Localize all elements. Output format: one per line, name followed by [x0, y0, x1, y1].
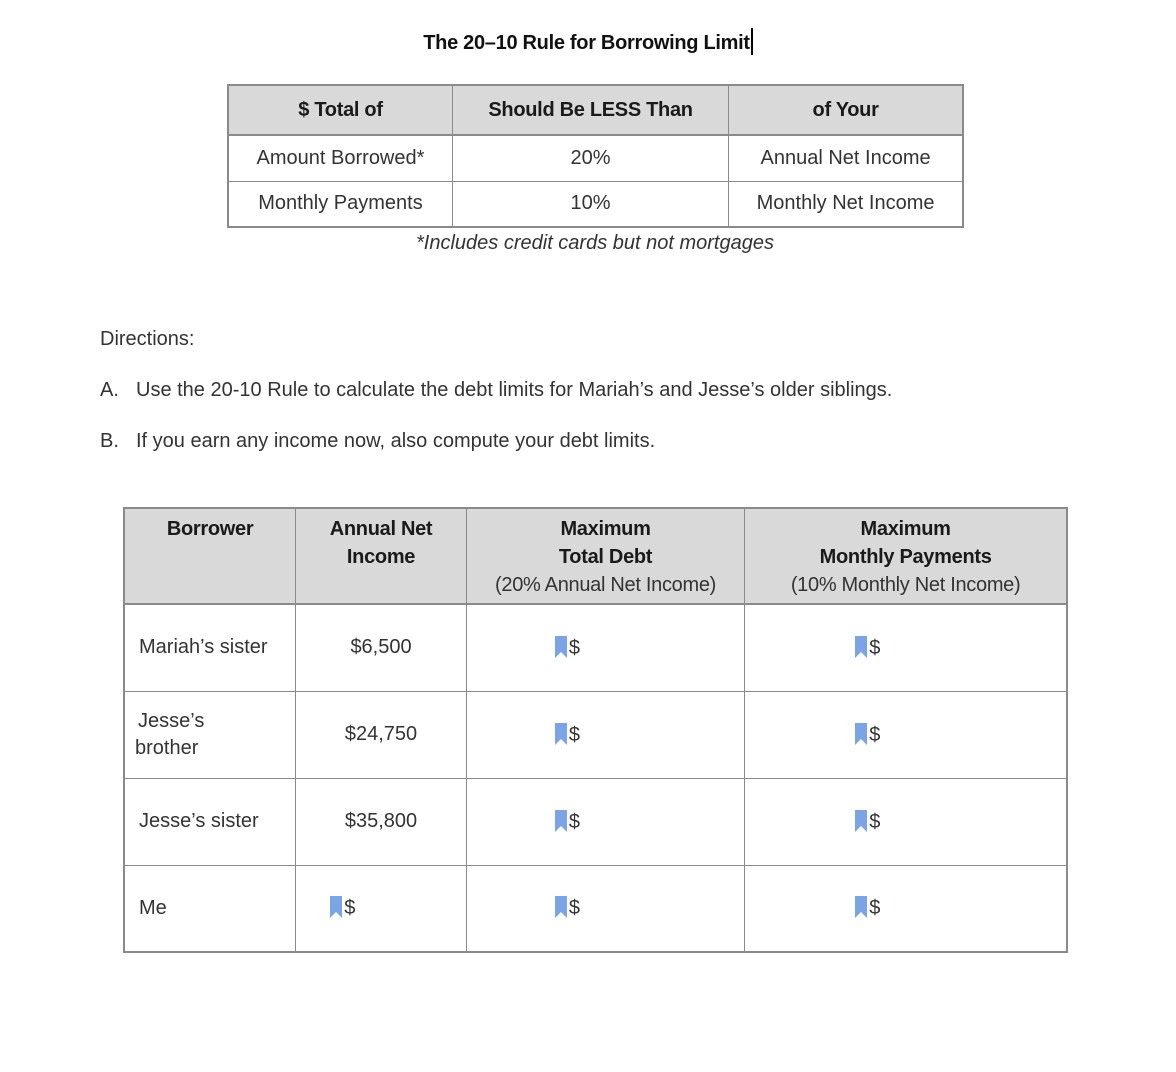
income-cell[interactable] — [296, 865, 467, 952]
directions-heading: Directions: — [100, 328, 195, 350]
header-borrower-label: Borrower — [166, 518, 254, 540]
header-maximum-total-debt — [466, 508, 744, 604]
total-debt-cell[interactable] — [466, 604, 744, 691]
table-row — [124, 691, 1067, 778]
monthly-payment-value: $ — [869, 636, 881, 659]
direction-letter: A. — [100, 379, 119, 401]
rule-header-total-of: $ Total of — [228, 85, 452, 135]
bookmark-icon[interactable] — [855, 636, 867, 658]
bookmark-icon[interactable] — [555, 896, 567, 918]
header-income-line2: Income — [346, 546, 416, 568]
header-monthly-line3: (10% Monthly Net Income) — [790, 574, 1021, 596]
direction-text: If you earn any income now, also compute your debt limits. — [136, 430, 656, 452]
direction-letter: B. — [100, 430, 119, 452]
monthly-payment-value: $ — [869, 723, 881, 746]
rule-cell[interactable]: Amount Borrowed* — [228, 135, 452, 181]
footnote: *Includes credit cards but not mortgages — [416, 232, 774, 254]
rule-table-row — [228, 181, 963, 227]
header-monthly-line1: Maximum — [860, 518, 951, 540]
table-row — [124, 778, 1067, 865]
monthly-payment-cell[interactable] — [745, 604, 1067, 691]
header-annual-net-income — [296, 508, 467, 604]
rule-header-of-your: of Your — [729, 85, 963, 135]
bookmark-icon[interactable] — [330, 896, 342, 918]
monthly-payment-value: $ — [869, 897, 881, 920]
header-total-line1: Maximum — [560, 518, 651, 540]
bookmark-icon[interactable] — [855, 723, 867, 745]
header-monthly-line2: Monthly Payments — [819, 546, 992, 568]
total-debt-cell[interactable] — [466, 778, 744, 865]
bookmark-icon[interactable] — [855, 810, 867, 832]
borrower-line1: Jesse’s — [138, 709, 205, 732]
debt-limit-table — [123, 507, 1068, 953]
direction-text: Use the 20-10 Rule to calculate the debt limits for Mariah’s and Jesse’s older siblings. — [136, 379, 893, 401]
rule-cell[interactable]: Monthly Payments — [228, 181, 452, 227]
borrower-cell[interactable]: Jesse’s sister — [124, 778, 296, 865]
income-cell[interactable]: $6,500 — [296, 604, 467, 691]
borrower-cell[interactable]: Mariah’s sister — [124, 604, 296, 691]
document-title — [0, 28, 1176, 55]
monthly-payment-cell[interactable] — [745, 865, 1067, 952]
rule-table — [227, 84, 964, 228]
bookmark-icon[interactable] — [555, 723, 567, 745]
borrower-cell[interactable] — [124, 691, 296, 778]
direction-item-a — [100, 379, 892, 402]
text-cursor — [751, 28, 753, 55]
monthly-payment-cell[interactable] — [745, 778, 1067, 865]
header-borrower — [124, 508, 296, 604]
total-debt-cell[interactable] — [466, 865, 744, 952]
table-row — [124, 604, 1067, 691]
income-cell[interactable]: $35,800 — [296, 778, 467, 865]
monthly-payment-value: $ — [869, 810, 881, 833]
borrower-line2: brother — [135, 736, 199, 759]
monthly-payment-cell[interactable] — [745, 691, 1067, 778]
total-debt-value: $ — [568, 723, 580, 746]
direction-item-b — [100, 430, 655, 453]
calc-table-header-row — [124, 508, 1067, 604]
rule-cell[interactable]: Monthly Net Income — [729, 181, 963, 227]
total-debt-value: $ — [568, 897, 580, 920]
header-income-line1: Annual Net — [329, 518, 433, 540]
bookmark-icon[interactable] — [555, 636, 567, 658]
income-value: $ — [344, 897, 356, 920]
income-cell[interactable]: $24,750 — [296, 691, 467, 778]
header-total-line2: Total Debt — [558, 546, 653, 568]
bookmark-icon[interactable] — [855, 896, 867, 918]
rule-cell[interactable]: 10% — [452, 181, 728, 227]
rule-table-row — [228, 135, 963, 181]
header-total-line3: (20% Annual Net Income) — [495, 574, 717, 596]
title-text: The 20–10 Rule for Borrowing Limit — [423, 32, 750, 54]
rule-cell[interactable]: Annual Net Income — [729, 135, 963, 181]
total-debt-value: $ — [568, 636, 580, 659]
rule-header-less-than: Should Be LESS Than — [452, 85, 728, 135]
bookmark-icon[interactable] — [555, 810, 567, 832]
table-row — [124, 865, 1067, 952]
header-maximum-monthly-payments — [745, 508, 1067, 604]
rule-cell[interactable]: 20% — [452, 135, 728, 181]
borrower-cell[interactable]: Me — [124, 865, 296, 952]
total-debt-value: $ — [568, 810, 580, 833]
total-debt-cell[interactable] — [466, 691, 744, 778]
rule-table-header-row — [228, 85, 963, 135]
